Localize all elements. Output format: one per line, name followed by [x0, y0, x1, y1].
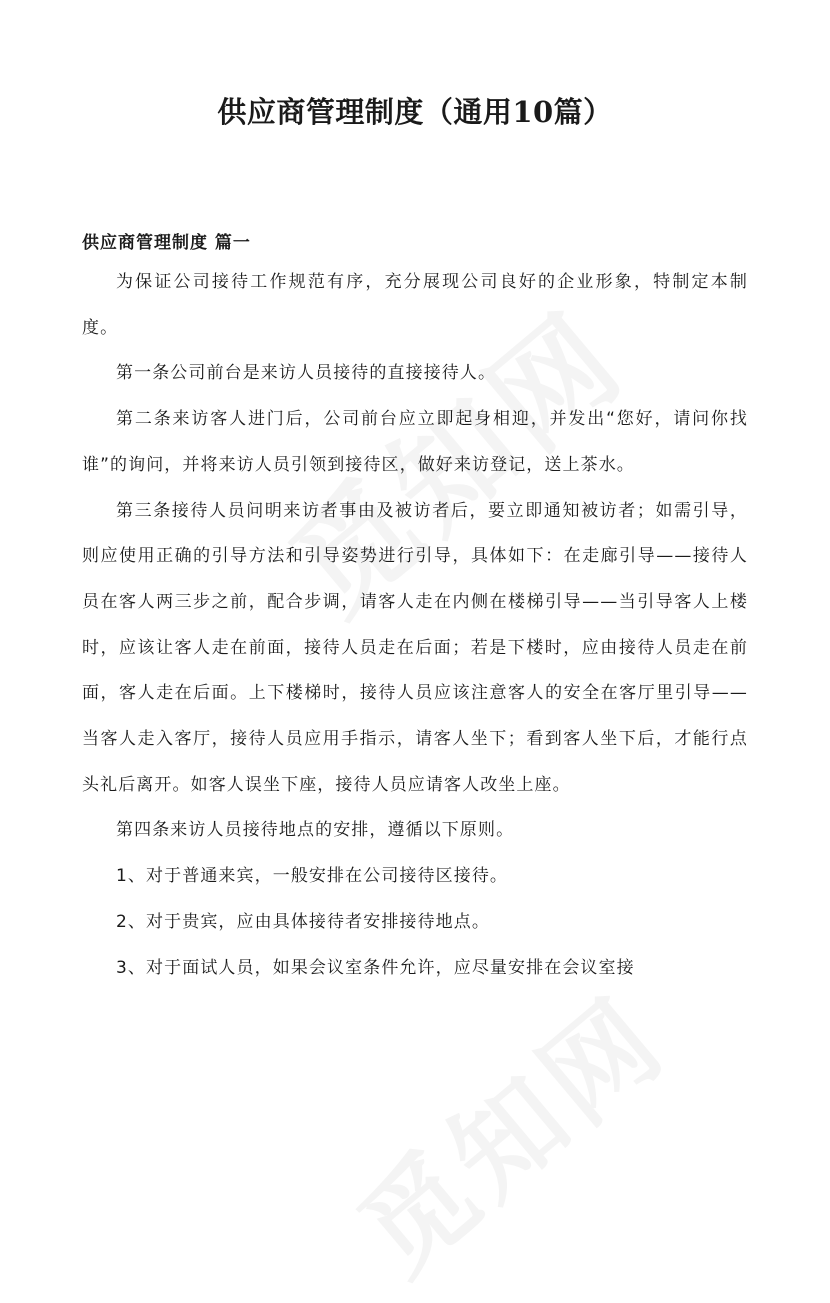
list-item: 1、对于普通来宾，一般安排在公司接待区接待。: [116, 866, 509, 887]
document-title: 供应商管理制度（通用10篇）: [217, 95, 613, 129]
list-item: 3、对于面试人员，如果会议室条件允许，应尽量安排在会议室接: [116, 957, 635, 978]
watermark: [321, 955, 694, 1303]
paragraph: 第三条接待人员问明来访者事由及被访者后，要立即通知被访者；如需引导，则应使用正确的引导方法和引导姿势进行引导，具体如下：在走廊引导——接待人员在客人两三步之前，配合步调，请客人走在内侧在楼梯引导——当引导客人上楼时，应该让客人走在前面，接待人员走在后面；若是下楼时，应由接待人员走在前面，客人走在后面。上下楼梯时，接待人员应该注意客人的安全在客厅里引导——当客人走入客厅，接待人员应用手指示，请客人坐下；看到客人坐下后，才能行点头礼后离开。如客人误坐下座，接待人员应请客人改坐上座。: [82, 500, 748, 795]
list-item: 2、对于贵宾，应由具体接待者安排接待地点。: [116, 911, 490, 932]
paragraph: 第四条来访人员接待地点的安排，遵循以下原则。: [116, 820, 515, 841]
paragraph: 为保证公司接待工作规范有序，充分展现公司良好的企业形象，特制定本制度。: [82, 272, 748, 338]
section-heading: 供应商管理制度 篇一: [82, 233, 251, 253]
paragraph: 第二条来访客人进门后，公司前台应立即起身相迎，并发出“您好，请问你找谁”的询问，并将来访人员引领到接待区，做好来访登记，送上茶水。: [82, 409, 748, 475]
paragraph: 第一条公司前台是来访人员接待的直接接待人。: [116, 363, 497, 384]
document-body: [82, 260, 748, 991]
